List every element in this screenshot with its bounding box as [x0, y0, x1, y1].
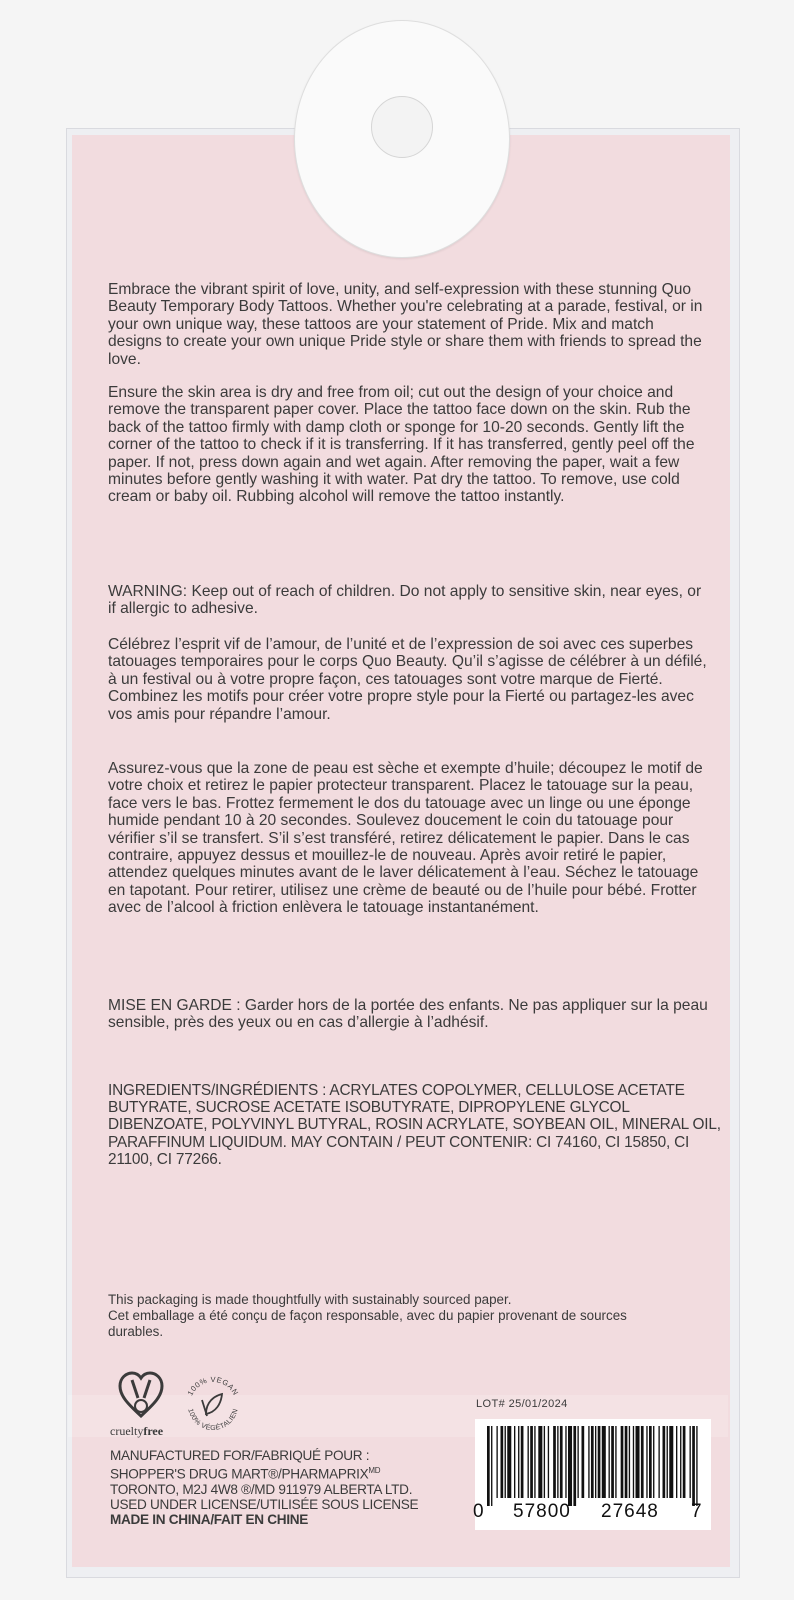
barcode-bar: [521, 1426, 524, 1498]
barcode-bar: [496, 1426, 497, 1498]
barcode-bar: [676, 1426, 677, 1498]
cruelty-word: cruelty: [110, 1424, 144, 1438]
english-warning: WARNING: Keep out of reach of children. Do not apply to sensitive skin, near eyes, or if allergic to adhesive.: [108, 583, 702, 618]
barcode-bar: [544, 1426, 545, 1498]
barcode-bar: [629, 1426, 630, 1498]
packaging-note-fr: Cet emballage a été conçu de façon responsable, avec du papier provenant de sources durables.: [108, 1308, 627, 1339]
barcode-bar: [641, 1426, 644, 1498]
barcode-bar: [633, 1426, 634, 1498]
barcode-bar: [568, 1426, 572, 1506]
barcode-bar: [548, 1426, 549, 1498]
vegan-bottom-text: 100% VÉGÉTALIEN: [186, 1407, 240, 1433]
barcode-bar: [595, 1426, 596, 1498]
barcode-bar: [625, 1426, 628, 1498]
french-intro: Célébrez l’esprit vif de l’amour, de l’unité et de l’expression de soi avec ces superbes tatouages temporaires pour le corps Quo Beauty. Qu’il s’agisse de célébrer à un défilé, à un festival ou à votre propre façon, ces tatouages sont votre marque de Fierté. Combinez les motifs pour créer votre propre style pour la Fierté ou partagez-les avec vos amis pour répandre l’amour.: [108, 636, 707, 723]
svg-text:100% VEGAN: [186, 1375, 241, 1397]
barcode-bar: [514, 1426, 515, 1498]
barcode-bar: [690, 1426, 691, 1498]
cruelty-free-label: [110, 1424, 163, 1439]
barcode-group-2: 27648: [601, 1501, 659, 1522]
french-directions: Assurez-vous que la zone de peau est sèche et exempte d’huile; découpez le motif de votre choix et retirez le papier protecteur transparent. Placez le tatouage sur la peau, face vers le bas. Frottez fermement le dos du tatouage avec un linge ou une éponge humide pendant 10 à 20 secondes. Soulevez doucement le coin du tatouage pour vérifier s’il se transfert. S’il s’est transféré, retirez délicatement le papier. Dans le cas contraire, appuyez dessus et mouillez-le de nouveau. Après avoir retiré le papier, attendez quelques minutes avant de le laver délicatement à l’eau. Séchez le tatouage en tapotant. Pour retirer, utilisez une crème de beauté ou de l’huile pour bébé. Frotter avec de l’alcool à friction enlèvera le tatouage instantanément.: [108, 760, 703, 917]
barcode-bar: [487, 1426, 490, 1506]
bunny-heart-icon: [118, 1368, 164, 1424]
barcode-bar: [611, 1426, 614, 1498]
barcode-bar: [582, 1426, 585, 1498]
barcode-bar: [692, 1426, 695, 1506]
vegan-leaf-icon: [178, 1370, 248, 1440]
barcode-bar: [683, 1426, 686, 1498]
barcode-bar: [491, 1426, 492, 1506]
barcode-bar: [591, 1426, 594, 1498]
manufacturer-info: [110, 1448, 470, 1528]
barcode-bar: [653, 1426, 654, 1498]
barcode-bar: [615, 1426, 616, 1498]
barcode-bar: [538, 1426, 542, 1498]
barcode-bar: [658, 1426, 659, 1498]
barcode-bar: [621, 1426, 624, 1498]
barcode-bar: [667, 1426, 668, 1498]
barcode-digit-right: 7: [691, 1501, 703, 1522]
barcode-bar: [560, 1426, 563, 1498]
barcode-digit-left: 0: [473, 1501, 485, 1522]
mfg-line-2-sup: MD: [368, 1466, 381, 1476]
english-directions: Ensure the skin area is dry and free from oil; cut out the design of your choice and remove the transparent paper cover. Place the tattoo face down on the skin. Rub the back of the tattoo firmly with damp cloth or sponge for 10-20 seconds. Gently lift the corner of the tattoo to check if it is transferring. If it has transferred, gently peel off the paper. If not, press down again and wet again. After removing the paper, wait a few minutes before gently washing it with water. Pat dry the tattoo. To remove, use cold cream or baby oil. Rubbing alcohol will remove the tattoo instantly.: [108, 384, 695, 506]
hang-hole: [371, 96, 433, 158]
mfg-line-5: MADE IN CHINA/FAIT EN CHINE: [110, 1512, 309, 1528]
free-word: free: [143, 1424, 164, 1438]
barcode-bar: [588, 1426, 589, 1498]
barcode-bar: [501, 1426, 504, 1498]
barcode-bar: [680, 1426, 681, 1498]
barcode-bar: [573, 1426, 576, 1506]
barcode-bar: [602, 1426, 606, 1498]
barcode-bar: [565, 1426, 566, 1498]
lot-number: LOT# 25/01/2024: [476, 1398, 568, 1410]
barcode-bar: [577, 1426, 578, 1498]
barcode-bar: [557, 1426, 558, 1498]
barcode-bar: [636, 1426, 640, 1498]
mfg-line-4: USED UNDER LICENSE/UTILISÉE SOUS LICENSE: [110, 1497, 419, 1513]
barcode-bar: [598, 1426, 601, 1498]
mfg-line-3: TORONTO, M2J 4W8 ®/MD 911979 ALBERTA LTD.: [110, 1481, 413, 1497]
barcode-bar: [696, 1426, 697, 1506]
barcode-bar: [534, 1426, 535, 1498]
packaging-note-en: This packaging is made thoughtfully with sustainably sourced paper.: [108, 1292, 512, 1307]
barcode-bar: [553, 1426, 556, 1498]
barcode-bar: [646, 1426, 647, 1498]
barcode-bar: [507, 1426, 511, 1498]
mfg-line-2: [110, 1463, 470, 1482]
english-intro: Embrace the vibrant spirit of love, unity, and self-expression with these stunning Quo Beauty Temporary Body Tattoos. Whether you're celebrating at a parade, festival, or in your own unique way, these tattoos are your statement of Pride. Mix and match designs to create your own unique Pride style or share them with friends to spread the love.: [108, 281, 703, 368]
ingredients-list: INGREDIENTS/INGRÉDIENTS : ACRYLATES COPOLYMER, CELLULOSE ACETATE BUTYRATE, SUCROSE ACETATE ISOBUTYRATE, DIPROPYLENE GLYCOL DIBENZOATE, POLYVINYL BUTYRAL, ROSIN ACRYLATE, SOYBEAN OIL, MINERAL OIL, PARAFFINUM LIQUIDUM. MAY CONTAIN / PEUT CONTENIR: CI 74160, CI 15850, CI 21100, CI 77266.: [108, 1082, 721, 1168]
barcode-bar: [518, 1426, 519, 1498]
barcode-group-1: 57800: [513, 1501, 571, 1522]
french-warning: MISE EN GARDE : Garder hors de la portée des enfants. Ne pas appliquer sur la peau sensible, près des yeux ou en cas d’allergie à l’adhésif.: [108, 997, 708, 1032]
barcode-bar: [609, 1426, 610, 1498]
barcode-bars: [483, 1426, 703, 1506]
packaging-note: [108, 1292, 668, 1340]
barcode-bar: [505, 1426, 506, 1498]
mfg-line-1: MANUFACTURED FOR/FABRIQUÉ POUR :: [110, 1448, 370, 1463]
barcode-bar: [649, 1426, 652, 1498]
vegan-top-text: 100% VEGAN: [185, 1374, 241, 1398]
barcode-bar: [669, 1426, 673, 1498]
barcode-bar: [528, 1426, 529, 1498]
barcode: [475, 1419, 711, 1530]
mfg-line-2-text: SHOPPER'S DRUG MART®/PHARMAPRIX: [110, 1466, 369, 1482]
certification-logos: [110, 1368, 260, 1448]
barcode-bar: [530, 1426, 533, 1498]
barcode-bar: [663, 1426, 666, 1498]
